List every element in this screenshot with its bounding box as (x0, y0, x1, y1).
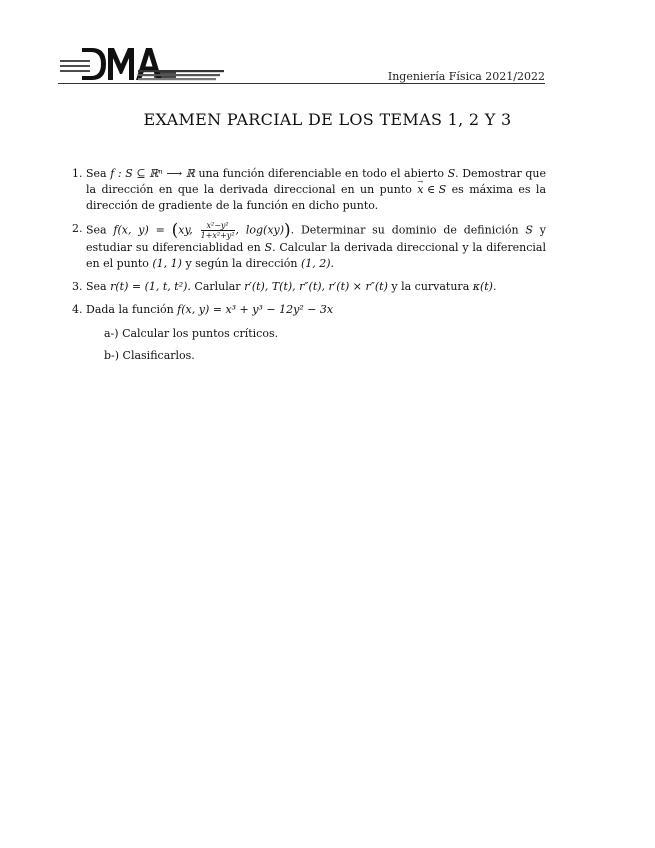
course-label: Ingeniería Física 2021/2022 (387, 70, 545, 83)
dma-logo-icon (58, 44, 228, 84)
question-number: 3. (72, 280, 83, 293)
math-expression: S (264, 241, 273, 254)
subitem-list (86, 326, 546, 364)
question-text: es máxima es la dirección de gradiente de la función en dicho punto. (86, 183, 547, 212)
math-expression: (1, 2) (300, 257, 331, 270)
fraction-numerator: x²−y² (201, 221, 235, 231)
question-number: 4. (72, 303, 83, 316)
question-text: y según la dirección (181, 257, 301, 270)
exam-title: EXAMEN PARCIAL DE LOS TEMAS 1, 2 Y 3 (143, 110, 512, 129)
question-text: . Carlular (187, 280, 245, 293)
question-1 (72, 166, 546, 214)
left-paren: ( (171, 220, 179, 241)
question-text: y la curvatura (387, 280, 473, 293)
math-expression: S (525, 223, 533, 237)
math-expression: S (447, 167, 456, 180)
question-4 (72, 302, 546, 364)
question-3 (72, 279, 546, 295)
question-text: . (492, 280, 497, 293)
question-text: y estudiar su diferenciablidad en (86, 223, 546, 254)
page-header (0, 0, 655, 90)
question-text: Sea (86, 280, 111, 293)
question-text: Sea (86, 223, 114, 237)
question-number: 1. (72, 167, 83, 180)
math-expression: xy, (178, 223, 200, 237)
question-text: . Determinar su dominio de definición (290, 223, 526, 237)
fraction-denominator: 1+x²+y² (200, 231, 235, 240)
question-text: . (330, 257, 335, 270)
math-expression: r′(t), T(t), r″(t), r′(t) × r″(t) (244, 280, 388, 293)
question-text: . Calcular la derivada direccional y la diferencial en el punto (86, 241, 546, 270)
math-expression: (1, 1) (152, 257, 182, 270)
fraction (201, 221, 235, 240)
subitem: a-) Calcular los puntos críticos. (104, 327, 279, 340)
math-expression: , log(xy) (235, 223, 285, 237)
math-expression: f(x, y) = x³ + y³ − 12y² − 3x (177, 303, 334, 316)
header-divider (58, 83, 545, 84)
question-list (72, 166, 546, 371)
math-expression: f : S ⊆ ℝⁿ ⟶ ℝ (110, 167, 195, 180)
question-text: una función diferenciable en todo el abierto (194, 167, 448, 180)
subitem: b-) Clasificarlos. (104, 349, 195, 362)
right-paren: ) (284, 220, 291, 241)
math-expression: κ(t) (472, 280, 493, 293)
question-number: 2. (72, 222, 83, 235)
math-expression: f(x, y) = (113, 223, 172, 237)
question-text: Sea (86, 167, 111, 180)
math-expression: r(t) = (1, t, t²) (110, 280, 188, 293)
math-expression: → x ∈ S (417, 182, 446, 198)
question-text: . Demostrar que la dirección en que la derivada direccional en un punto (86, 167, 546, 196)
question-2 (72, 221, 546, 272)
question-text: Dada la función (86, 303, 178, 316)
